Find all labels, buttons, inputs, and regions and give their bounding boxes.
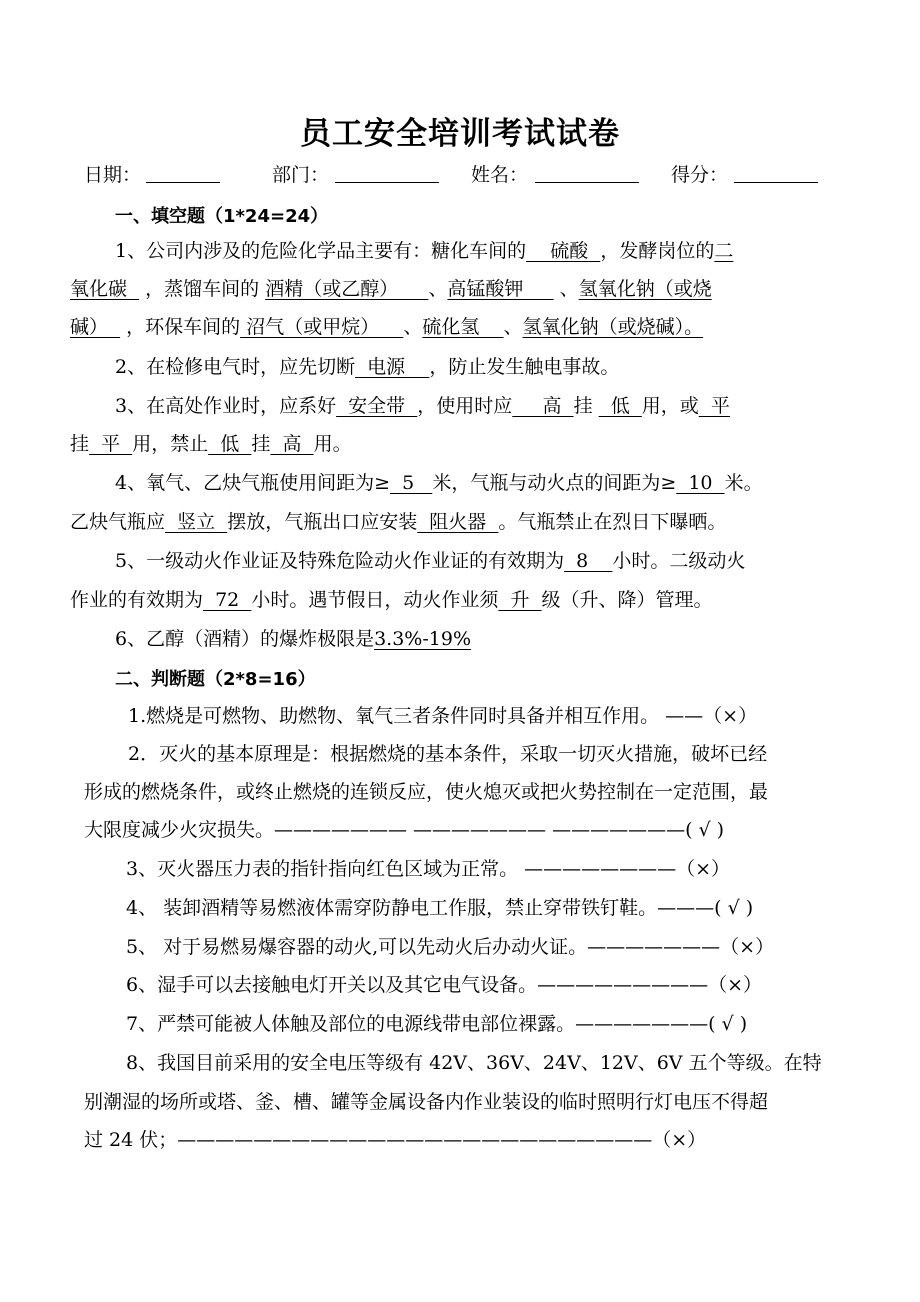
section1-heading: 一、填空题（1*24=24） (115, 206, 329, 227)
q5-text: 作业的有效期为 (70, 589, 204, 611)
q4-line1 (115, 470, 885, 496)
q1-answer-5b: 碱） (70, 316, 121, 338)
date-label: 日期： (84, 164, 142, 186)
q3-line1 (115, 393, 885, 419)
q4-text: 。气瓶禁止在烈日下曝晒。 (498, 511, 727, 533)
judge-q4: 4、 装卸酒精等易燃液体需穿防静电工作服，禁止穿带铁钉鞋。———( √ ) (126, 897, 754, 919)
q2-answer: 电源 (355, 356, 430, 378)
q3-answer-6: 低 (208, 433, 252, 455)
q3-text: 用，禁止 (132, 433, 209, 455)
q6-text: 6、乙醇（酒精）的爆炸极限是 (115, 628, 375, 650)
q1-line3 (70, 314, 840, 340)
q2-line (115, 354, 885, 380)
q4-text: 乙炔气瓶应 (70, 511, 166, 533)
q1-sep: 、 (428, 278, 448, 300)
q1-answer-7: 硫化氢 (422, 316, 504, 338)
q1-answer-5a: 氢氧化钠（或烧 (578, 278, 712, 300)
q1-answer-2a: 二 (714, 240, 734, 262)
q1-sep: 、 (559, 278, 579, 300)
q3-answer-1: 安全带 (336, 395, 418, 417)
q5-answer-3: 升 (498, 589, 542, 611)
q1-sep: 、 (503, 316, 523, 338)
q3-text: 用。 (313, 433, 352, 455)
judge-q8-line2: 别潮湿的场所或塔、釜、槽、罐等金属设备内作业装设的临时照明行灯电压不得超 (84, 1091, 769, 1113)
q1-sep: 、 (403, 316, 423, 338)
q1-answer-1: 硫酸 (526, 240, 601, 262)
q1-text: ，环保车间的 (126, 316, 241, 338)
score-label: 得分： (671, 164, 729, 186)
q3-answer-7: 高 (270, 433, 314, 455)
q4-answer-2: 10 (676, 472, 725, 494)
q4-answer-1: 5 (390, 472, 433, 494)
q4-text: 4、氧气、乙炔气瓶使用间距为≥ (115, 472, 391, 494)
judge-q5: 5、 对于易燃易爆容器的动火,可以先动火后办动火证。———————（×） (126, 936, 775, 958)
q3-text: 挂 (70, 433, 90, 455)
q1-text: ，发酵岗位的 (600, 240, 715, 262)
name-label: 姓名： (471, 164, 529, 186)
q5-text: 小时。遇节假日，动火作业须 (251, 589, 499, 611)
judge-q3: 3、灭火器压力表的指针指向红色区域为正常。 ————————（×） (126, 858, 731, 880)
q1-text: ，蒸馏车间的 (145, 278, 260, 300)
q3-text: 用，或 (641, 395, 699, 417)
q5-answer-1: 8 (564, 550, 613, 572)
judge-q8-line3: 过 24 伏；—————————————————————————（×） (84, 1129, 707, 1151)
q2-text: ，防止发生触电事故。 (429, 356, 620, 378)
q1-line2 (70, 276, 840, 302)
q3-answer-5: 平 (89, 433, 133, 455)
q1-answer-2b: 氧化碳 (70, 278, 140, 300)
q3-line2 (70, 431, 840, 457)
q6-answer: 3.3%-19% (374, 628, 472, 650)
q1-answer-4: 高锰酸钾 (447, 278, 554, 300)
q4-text: 米。 (724, 472, 763, 494)
q3-text: 挂 (251, 433, 271, 455)
q1-answer-3: 酒精（或乙醇） (265, 278, 429, 300)
dept-label: 部门： (272, 164, 330, 186)
judge-q1: 1.燃烧是可燃物、助燃物、氧气三者条件同时具备并相互作用。 ——（×） (128, 705, 758, 727)
q4-answer-3: 竖立 (165, 511, 228, 533)
q3-answer-4: 平 (698, 395, 730, 417)
judge-q6: 6、湿手可以去接触电灯开关以及其它电气设备。—————————（×） (126, 974, 763, 996)
q4-answer-4: 阻火器 (417, 511, 499, 533)
q3-answer-3: 低 (598, 395, 642, 417)
q6-line (115, 626, 885, 652)
q4-text: 摆放，气瓶出口应安装 (227, 511, 418, 533)
q1-text: 1、公司内涉及的危险化学品主要有：糖化车间的 (115, 240, 527, 262)
q1-answer-8: 氢氧化钠（或烧碱）。 (522, 316, 704, 338)
q5-line2 (70, 587, 840, 613)
date-blank (146, 160, 220, 183)
q2-text: 2、在检修电气时，应先切断 (115, 356, 356, 378)
q4-line2 (70, 509, 840, 535)
dept-blank (335, 160, 439, 183)
q5-text: 小时。二级动火 (612, 550, 746, 572)
judge-q2-line1: 2．灭火的基本原理是：根据燃烧的基本条件，采取一切灭火措施，破坏已经 (128, 743, 768, 765)
q1-answer-6: 沼气（或甲烷） (240, 316, 404, 338)
q5-answer-2: 72 (203, 589, 252, 611)
judge-q7: 7、严禁可能被人体触及部位的电源线带电部位裸露。———————( √ ) (126, 1013, 748, 1035)
q5-line1 (115, 548, 885, 574)
q3-text: 挂 (573, 395, 593, 417)
q5-text: 5、一级动火作业证及特殊危险动火作业证的有效期为 (115, 550, 565, 572)
name-blank (535, 160, 639, 183)
section2-heading: 二、判断题（2*8=16） (115, 669, 316, 690)
score-blank (734, 160, 818, 183)
judge-q2-line2: 形成的燃烧条件，或终止燃烧的连锁反应，使火熄灭或把火势控制在一定范围，最 (84, 781, 769, 803)
page-title: 员工安全培训考试试卷 (300, 116, 620, 152)
q3-text: ，使用时应 (417, 395, 513, 417)
q3-text: 3、在高处作业时，应系好 (115, 395, 337, 417)
judge-q8-line1: 8、我国目前采用的安全电压等级有 42V、36V、24V、12V、6V 五个等级。在特 (126, 1052, 822, 1074)
judge-q2-line3: 大限度减少火灾损失。——————— ——————— ———————( √ ) (84, 819, 725, 841)
q5-text: 级（升、降）管理。 (541, 589, 713, 611)
q4-text: 米，气瓶与动火点的间距为≥ (432, 472, 677, 494)
q3-answer-2: 高 (512, 395, 574, 417)
q1-line1 (115, 238, 885, 264)
